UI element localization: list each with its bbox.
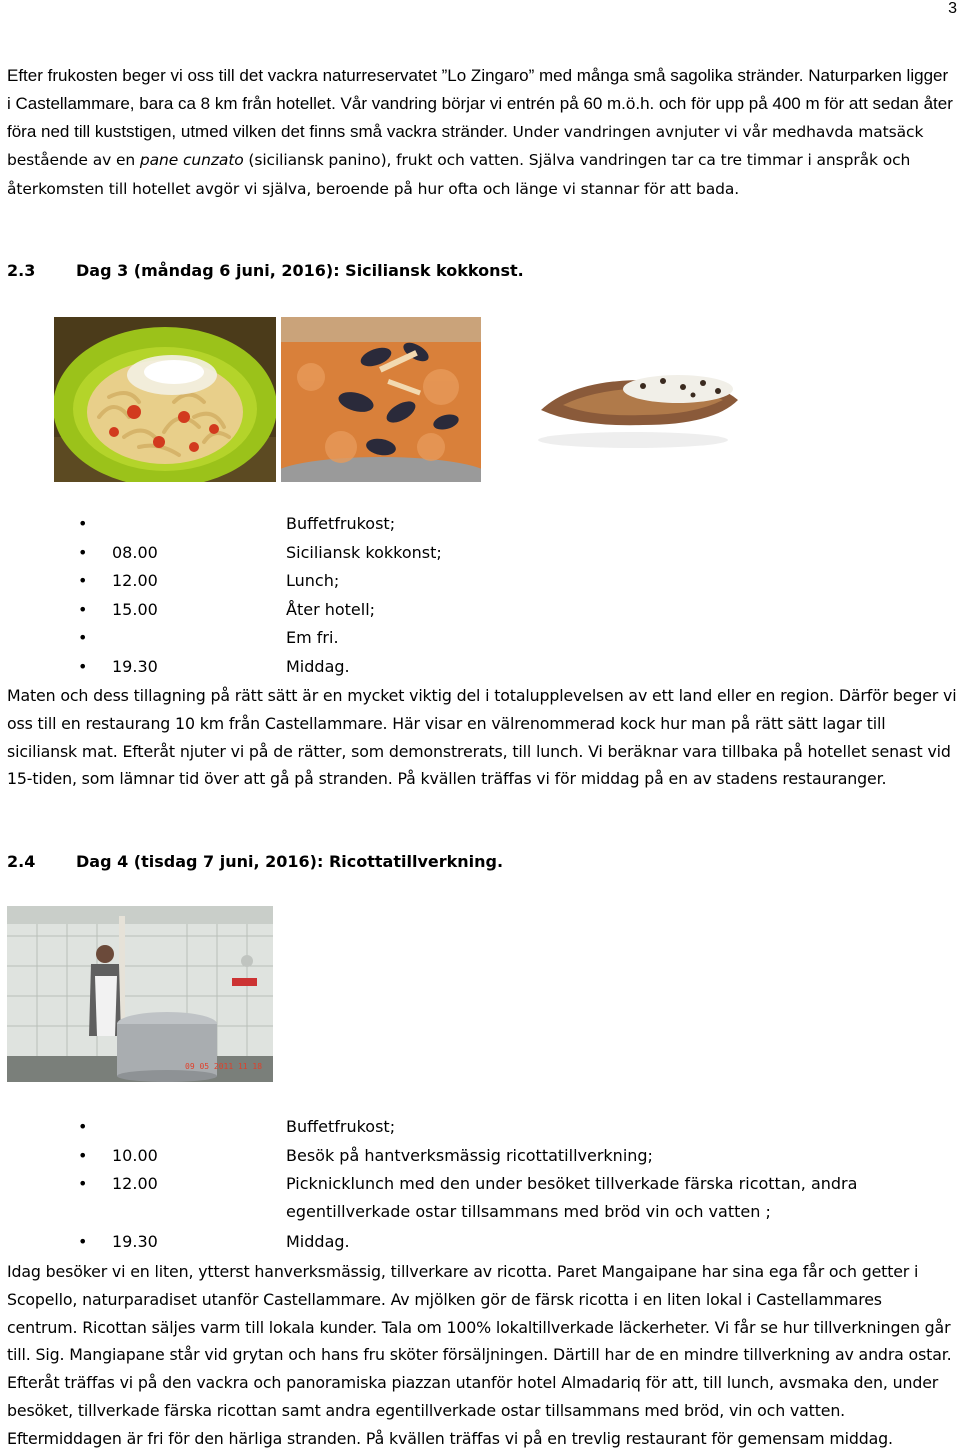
schedule-time: 19.30 — [112, 656, 158, 676]
bullet-icon: • — [78, 514, 88, 533]
bullet-icon: • — [78, 656, 88, 676]
pasta-bowl-photo — [54, 317, 276, 482]
schedule-time: 10.00 — [112, 1145, 158, 1165]
schedule-item — [0, 539, 960, 568]
intro-sentence-3b: (siciliansk panino), frukt och vatten. Själva vandringen tar ca tre timmar i anspråk och återkomsten till hotellet avgör vi själva, beroende på hur ofta och länge vi stannar för att bada. — [7, 151, 911, 199]
seafood-dish-photo — [281, 317, 481, 482]
section-heading-day3 — [7, 261, 524, 281]
schedule-activity: Besök på hantverksmässig ricottatillverkning; — [286, 1145, 653, 1165]
schedule-item — [0, 653, 960, 682]
intro-sentence-2: Naturparken ligger i Castellammare, bara ca 8 km från hotellet. Vår vandring börjar vi entrén på 60 m.ö.h. och för upp på 400 m för att sedan åter föra ned till kuststigen, utmed vilken det finns små vackra stränder. — [7, 66, 953, 141]
schedule-activity: Middag. — [286, 1232, 350, 1252]
section-heading-day4 — [7, 852, 503, 872]
schedule-time: 08.00 — [112, 542, 158, 562]
schedule-activity: Picknicklunch med den under besöket tillverkade färska ricottan, andra egentillverkade ostar tillsammans med bröd vin och vatten ; — [286, 1174, 858, 1221]
bullet-icon: • — [78, 571, 88, 591]
bullet-icon: • — [78, 542, 88, 562]
schedule-time: 12.00 — [112, 571, 158, 591]
schedule-time: 19.30 — [112, 1232, 158, 1252]
schedule-activity: Buffetfrukost; — [286, 1117, 396, 1136]
schedule-activity: Middag. — [286, 656, 350, 676]
schedule-item — [0, 1113, 960, 1142]
schedule-activity: Lunch; — [286, 571, 340, 591]
schedule-day3 — [0, 510, 960, 682]
cannolo-photo — [533, 355, 745, 455]
intro-italic-term: pane cunzato — [139, 151, 244, 170]
schedule-time: 15.00 — [112, 599, 158, 619]
bullet-icon: • — [78, 1117, 88, 1136]
schedule-time: 12.00 — [112, 1174, 158, 1194]
schedule-item — [0, 567, 960, 596]
bullet-icon: • — [78, 599, 88, 619]
schedule-activity: Buffetfrukost; — [286, 514, 396, 533]
ricotta-production-photo — [7, 906, 273, 1082]
bullet-icon: • — [78, 1145, 88, 1165]
section-number: 2.4 — [7, 852, 36, 871]
bullet-icon: • — [78, 628, 88, 648]
intro-paragraph — [7, 62, 953, 204]
section-title: Dag 3 (måndag 6 juni, 2016): Siciliansk kokkonst. — [76, 261, 524, 280]
schedule-item — [0, 596, 960, 625]
schedule-item — [0, 1170, 960, 1228]
intro-sentence-3a: Under vandringen avnjuter vi vår medhavda matsäck bestående av en — [7, 122, 924, 170]
day4-description: Idag besöker vi en liten, ytterst hanverksmässig, tillverkare av ricotta. Paret Mangaipane har sina ega får och getter i Scopello, naturparadiset utanför Castellammare. Av mjölken gör de färsk ricotta i en liten lokal i Castellammares centrum. Ricottan säljes varm till lokala kunder. Tala om 100% lokaltillverkade läckerheter. Vi får se hur tillverkningen går till. Sig. Mangiapane står vid grytan och hans fru sköter försäljningen. Därtill har de en mindre tillverkning av andra ostar. Efteråt träffas vi på den vackra och panoramiska piazzan utanför hotel Almadariq för att, till lunch, avsmaka den, under besöket, tillverkade färska ricottan samt andra egentillverkade ostar tillsammans med bröd, vin och vatten. Eftermiddagen är fri för den härliga stranden. På kvällen träffas vi på en trevlig restaurant för gemensam middag. — [7, 1262, 952, 1448]
schedule-activity: Åter hotell; — [286, 599, 376, 619]
section-number: 2.3 — [7, 261, 36, 280]
schedule-day4 — [0, 1113, 960, 1257]
day3-description: Maten och dess tillagning på rätt sätt är en mycket viktig del i totalupplevelsen av ett land eller en region. Därför beger vi oss till en restaurang 10 km från Castellammare. Här visar en välrenommerad kock hur man på rätt sätt lagar till siciliansk mat. Efteråt njuter vi på de rätter, som demonstrerats, till lunch. Vi beräknar vara tillbaka på hotellet senast vid 15-tiden, som lämnar tid över att gå på stranden. På kvällen träffas vi för middag på en av stadens restauranger. — [7, 686, 957, 789]
schedule-item — [0, 1142, 960, 1171]
page-number: 3 — [948, 0, 957, 17]
schedule-item — [0, 624, 960, 653]
section-title: Dag 4 (tisdag 7 juni, 2016): Ricottatillverkning. — [76, 852, 504, 871]
schedule-item — [0, 1228, 960, 1257]
photo-timestamp: 09 05 2011 11 18 — [185, 1062, 263, 1071]
schedule-activity: Siciliansk kokkonst; — [286, 542, 442, 562]
schedule-activity: Em fri. — [286, 628, 339, 648]
bullet-icon: • — [78, 1232, 88, 1252]
schedule-item — [0, 510, 960, 539]
bullet-icon: • — [78, 1174, 88, 1194]
intro-sentence-1: Efter frukosten beger vi oss till det vackra naturreservatet ”Lo Zingaro” med många små sagolika stränder. — [7, 66, 804, 85]
